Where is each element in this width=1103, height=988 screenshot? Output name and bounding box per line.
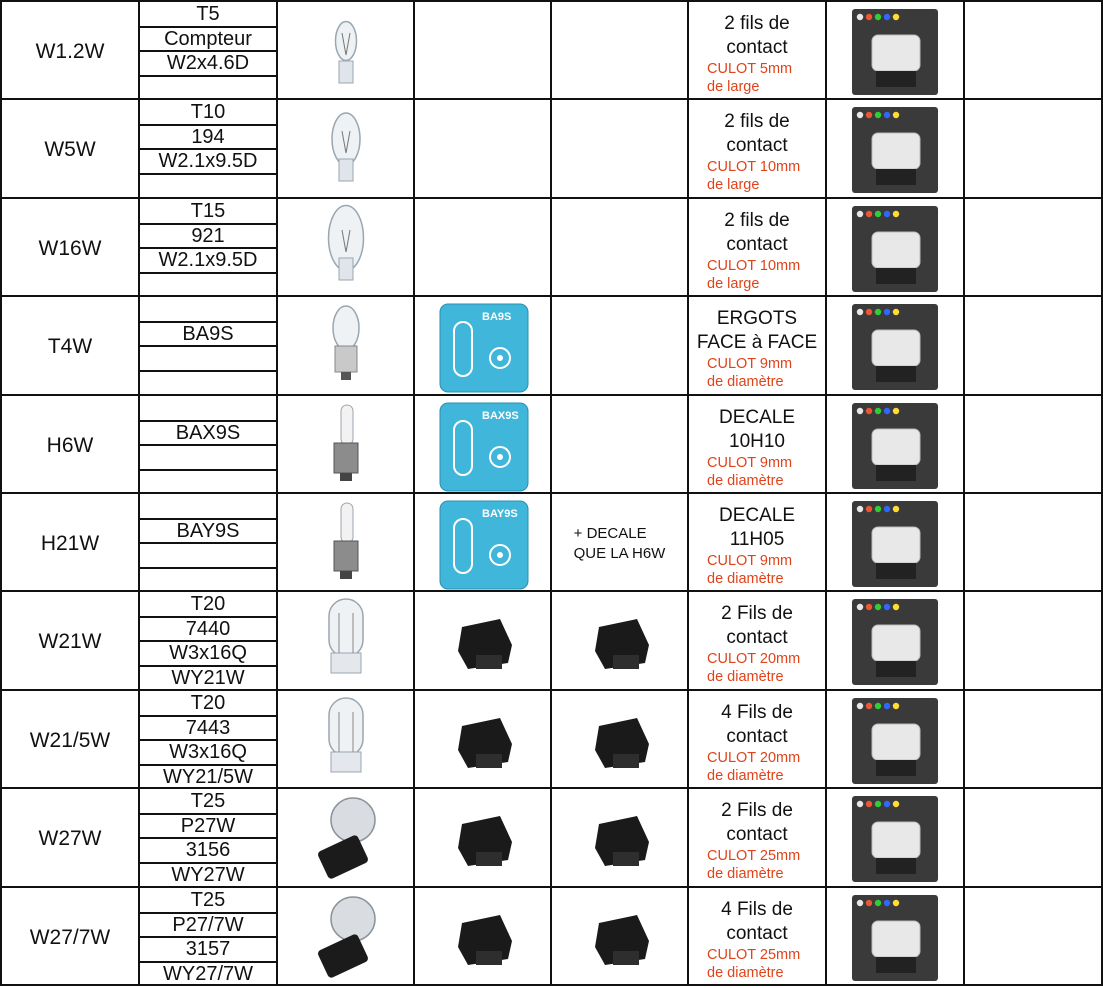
bulb-photo — [278, 297, 413, 396]
code-divider — [140, 469, 276, 471]
contact-info — [689, 100, 825, 199]
wedge-bulb-icon — [301, 101, 391, 198]
bulb-code: W2.1x9.5D — [158, 150, 258, 172]
t25-bulb-icon — [301, 889, 391, 986]
contact-line: contact — [726, 726, 788, 747]
extra-note — [552, 789, 687, 888]
contact-line: ERGOTS — [716, 308, 798, 329]
contact-main — [689, 307, 825, 355]
connector-plug-icon — [575, 794, 665, 884]
empty-cell — [965, 494, 1102, 593]
led-replacement — [827, 396, 963, 495]
culot-line: CULOT 9mm — [707, 356, 793, 372]
bulb-code — [140, 371, 276, 395]
led-replacement — [827, 100, 963, 199]
table-row — [0, 592, 1103, 691]
culot-line: CULOT 9mm — [707, 455, 793, 471]
bulb-code: W3x16Q — [169, 642, 247, 664]
code-divider — [140, 862, 276, 864]
halogen-bulb-icon — [301, 495, 391, 592]
bulb-code — [140, 543, 276, 567]
extra-note-line: QUE LA H6W — [573, 544, 666, 562]
code-divider — [140, 518, 276, 520]
contact-line: contact — [726, 627, 788, 648]
code-divider — [140, 420, 276, 422]
led-replacement — [827, 691, 963, 790]
empty-cell — [965, 199, 1102, 298]
table-row — [0, 789, 1103, 888]
bulb-photo — [278, 100, 413, 199]
culot-line: de large — [707, 276, 760, 292]
t25-bulb-icon — [301, 790, 391, 887]
bulb-code: BA9S — [182, 322, 234, 345]
code-divider — [140, 26, 276, 28]
bulb-code: P27W — [180, 814, 236, 837]
bayonet-bulb-icon — [301, 298, 391, 395]
bulb-codes — [140, 691, 276, 790]
culot-line: de diamètre — [707, 669, 784, 685]
contact-line: 2 Fils de — [721, 603, 793, 624]
contact-line: 11H05 — [729, 529, 785, 550]
table-row — [0, 888, 1103, 987]
culot-line: CULOT 20mm — [707, 750, 801, 766]
bulb-code: WY21/5W — [162, 765, 254, 788]
contact-main — [689, 406, 825, 454]
bulb-code: T15 — [190, 200, 226, 222]
culot-line: de large — [707, 177, 760, 193]
led-t25-cree-icon — [852, 796, 938, 882]
socket-diagram — [415, 2, 550, 101]
led-w5w-multicolor-icon — [852, 9, 938, 95]
bulb-code: BAX9S — [175, 421, 241, 444]
culot-line: de diamètre — [707, 866, 784, 882]
culot-line: CULOT 20mm — [707, 651, 801, 667]
socket-diagram — [415, 199, 550, 298]
led-replacement — [827, 2, 963, 101]
bulb-code — [140, 396, 276, 420]
svg-text:BAX9S: BAX9S — [481, 409, 519, 422]
extra-note — [552, 494, 687, 593]
socket-diagram — [415, 396, 550, 495]
culot-line: CULOT 9mm — [707, 553, 793, 569]
bulb-code — [140, 470, 276, 494]
bulb-name: W1.2W — [35, 39, 105, 63]
empty-cell — [965, 592, 1102, 691]
empty-cell — [965, 100, 1102, 199]
bulb-photo — [278, 888, 413, 987]
led-replacement — [827, 297, 963, 396]
code-divider — [140, 124, 276, 126]
contact-main — [689, 898, 825, 946]
code-divider — [140, 321, 276, 323]
connector-plug-icon — [575, 893, 665, 983]
empty-cell — [965, 396, 1102, 495]
contact-line: DECALE — [718, 505, 796, 526]
code-divider — [140, 223, 276, 225]
contact-line: contact — [726, 824, 788, 845]
code-divider — [140, 837, 276, 839]
bulb-name: H21W — [40, 531, 100, 555]
bulb-name: W27/7W — [29, 925, 111, 949]
bulb-code — [140, 494, 276, 518]
code-divider — [140, 272, 276, 274]
bulb-code: W2.1x9.5D — [158, 249, 258, 271]
contact-line: FACE à FACE — [696, 332, 818, 353]
code-divider — [140, 247, 276, 249]
contact-line: 2 fils de — [724, 111, 790, 132]
socket-diagram — [415, 888, 550, 987]
led-t15-icon — [852, 206, 938, 292]
bulb-codes — [140, 100, 276, 199]
bulb-code: Compteur — [164, 27, 252, 50]
bulb-code: 194 — [191, 125, 225, 148]
empty-cell — [965, 2, 1102, 101]
bulb-code: T10 — [190, 101, 226, 123]
bulb-codes — [140, 789, 276, 888]
table-row — [0, 691, 1103, 790]
contact-info — [689, 297, 825, 396]
culot-line: de large — [707, 79, 760, 95]
contact-main — [689, 110, 825, 158]
empty-cell — [965, 691, 1102, 790]
led-bax9s-icon — [852, 403, 938, 489]
bulb-photo — [278, 691, 413, 790]
svg-text:BAY9S: BAY9S — [481, 507, 518, 520]
culot-line: CULOT 25mm — [707, 947, 801, 963]
bulb-photo — [278, 789, 413, 888]
extra-note — [552, 888, 687, 987]
table-row — [0, 396, 1103, 495]
contact-line: DECALE — [718, 407, 796, 428]
led-t25-smd-icon — [852, 895, 938, 981]
extra-note — [552, 2, 687, 101]
bulb-code: WY21W — [171, 666, 245, 689]
contact-main — [689, 504, 825, 552]
contact-info — [689, 789, 825, 888]
culot-line: de diamètre — [707, 473, 784, 489]
code-divider — [140, 764, 276, 766]
led-replacement — [827, 592, 963, 691]
contact-line: contact — [726, 37, 788, 58]
code-divider — [140, 739, 276, 741]
bulb-code: WY27/7W — [162, 962, 254, 985]
contact-line: 2 fils de — [724, 210, 790, 231]
code-divider — [140, 961, 276, 963]
table-row — [0, 297, 1103, 396]
code-divider — [140, 567, 276, 569]
socket-bay9s-icon — [438, 499, 528, 589]
culot-line: CULOT 10mm — [707, 258, 801, 274]
culot-line: CULOT 10mm — [707, 159, 801, 175]
wedge-bulb-small-icon — [301, 3, 391, 100]
bulb-code — [140, 346, 276, 370]
bulb-photo — [278, 494, 413, 593]
contact-main — [689, 701, 825, 749]
contact-main — [689, 12, 825, 60]
socket-diagram — [415, 494, 550, 593]
bulb-photo — [278, 592, 413, 691]
code-divider — [140, 936, 276, 938]
bulb-code — [140, 76, 276, 100]
bulb-code: 921 — [191, 224, 225, 247]
code-divider — [140, 444, 276, 446]
contact-main — [689, 799, 825, 847]
code-divider — [140, 640, 276, 642]
code-divider — [140, 50, 276, 52]
code-divider — [140, 542, 276, 544]
led-t20-smd-icon — [852, 698, 938, 784]
contact-line: 4 Fils de — [721, 702, 793, 723]
bulb-code: W3x16Q — [169, 741, 247, 763]
led-replacement — [827, 888, 963, 987]
extra-note — [552, 592, 687, 691]
bulb-photo — [278, 199, 413, 298]
led-replacement — [827, 494, 963, 593]
extra-note — [552, 691, 687, 790]
culot-line: de diamètre — [707, 965, 784, 981]
bulb-code: P27/7W — [172, 913, 244, 936]
bulb-code — [140, 568, 276, 592]
bulb-name: W27W — [38, 826, 102, 850]
bulb-code — [140, 174, 276, 198]
contact-main — [689, 602, 825, 650]
culot-line: de diamètre — [707, 374, 784, 390]
bulb-codes — [140, 396, 276, 495]
led-replacement — [827, 789, 963, 888]
wedge-bulb-large-icon — [301, 200, 391, 297]
bulb-code: 3157 — [185, 938, 231, 960]
code-divider — [140, 715, 276, 717]
halogen-bulb-icon — [301, 397, 391, 494]
socket-diagram — [415, 789, 550, 888]
code-divider — [140, 665, 276, 667]
socket-diagram — [415, 592, 550, 691]
bulb-name: W21/5W — [29, 728, 111, 752]
bulb-code — [140, 445, 276, 469]
code-divider — [140, 616, 276, 618]
bulb-code — [140, 297, 276, 321]
table-row — [0, 100, 1103, 199]
code-divider — [140, 173, 276, 175]
connector-plug-icon — [438, 893, 528, 983]
bulb-codes — [140, 888, 276, 987]
code-divider — [140, 813, 276, 815]
empty-cell — [965, 888, 1102, 987]
bulb-code: WY27W — [171, 863, 245, 886]
socket-diagram — [415, 297, 550, 396]
table-row — [0, 494, 1103, 593]
contact-line: 2 fils de — [724, 13, 790, 34]
t20-glass-bulb-icon — [301, 692, 391, 789]
bulb-codes — [140, 199, 276, 298]
contact-info — [689, 592, 825, 691]
socket-ba9s-icon — [438, 302, 528, 392]
code-divider — [140, 912, 276, 914]
bulb-code: 7440 — [185, 617, 231, 640]
empty-cell — [965, 789, 1102, 888]
contact-line: contact — [726, 234, 788, 255]
code-divider — [140, 148, 276, 150]
contact-info — [689, 199, 825, 298]
extra-note-line: + DECALE — [573, 524, 647, 542]
connector-plug-icon — [438, 794, 528, 884]
bulb-name: W5W — [44, 137, 96, 161]
led-bay9s-icon — [852, 501, 938, 587]
bulb-name: W16W — [38, 236, 102, 260]
bulb-name: T4W — [47, 334, 93, 358]
led-ba9s-icon — [852, 304, 938, 390]
bulb-code: 7443 — [185, 716, 231, 739]
bulb-codes — [140, 297, 276, 396]
bulb-code — [140, 273, 276, 297]
code-divider — [140, 370, 276, 372]
contact-line: contact — [726, 923, 788, 944]
svg-text:BA9S: BA9S — [481, 310, 511, 323]
bulb-code: T25 — [190, 790, 226, 812]
table-row — [0, 199, 1103, 298]
culot-line: CULOT 5mm — [707, 61, 793, 77]
contact-line: 2 Fils de — [721, 800, 793, 821]
culot-line: CULOT 25mm — [707, 848, 801, 864]
connector-plug-icon — [575, 597, 665, 687]
bulb-codes — [140, 592, 276, 691]
bulb-name: H6W — [46, 433, 94, 457]
led-replacement — [827, 199, 963, 298]
bulb-photo — [278, 396, 413, 495]
connector-plug-icon — [438, 696, 528, 786]
bulb-name: W21W — [38, 629, 102, 653]
extra-note — [552, 396, 687, 495]
code-divider — [140, 75, 276, 77]
socket-diagram — [415, 691, 550, 790]
bulb-codes — [140, 494, 276, 593]
culot-line: de diamètre — [707, 768, 784, 784]
bulb-code: T5 — [196, 3, 220, 25]
table-row — [0, 2, 1103, 101]
contact-info — [689, 494, 825, 593]
contact-info — [689, 888, 825, 987]
t20-glass-bulb-icon — [301, 593, 391, 690]
bulb-code: BAY9S — [176, 519, 240, 542]
connector-plug-icon — [575, 696, 665, 786]
contact-line: 10H10 — [729, 431, 785, 452]
socket-bax9s-icon — [438, 401, 528, 491]
contact-info — [689, 2, 825, 101]
bulb-code: T25 — [190, 889, 226, 911]
extra-note — [552, 100, 687, 199]
bulb-codes — [140, 2, 276, 101]
extra-note — [552, 297, 687, 396]
connector-plug-icon — [438, 597, 528, 687]
extra-note — [552, 199, 687, 298]
contact-line: 4 Fils de — [721, 899, 793, 920]
bulb-code: T20 — [190, 593, 226, 615]
code-divider — [140, 345, 276, 347]
bulb-code: 3156 — [185, 839, 231, 861]
led-t10-icon — [852, 107, 938, 193]
contact-info — [689, 691, 825, 790]
socket-diagram — [415, 100, 550, 199]
culot-line: de diamètre — [707, 571, 784, 587]
contact-main — [689, 209, 825, 257]
led-t20-cree-icon — [852, 599, 938, 685]
bulb-photo — [278, 2, 413, 101]
bulb-code: T20 — [190, 692, 226, 714]
empty-cell — [965, 297, 1102, 396]
contact-info — [689, 396, 825, 495]
contact-line: contact — [726, 135, 788, 156]
extra-note-text — [574, 524, 666, 564]
bulb-code: W2x4.6D — [166, 52, 250, 74]
